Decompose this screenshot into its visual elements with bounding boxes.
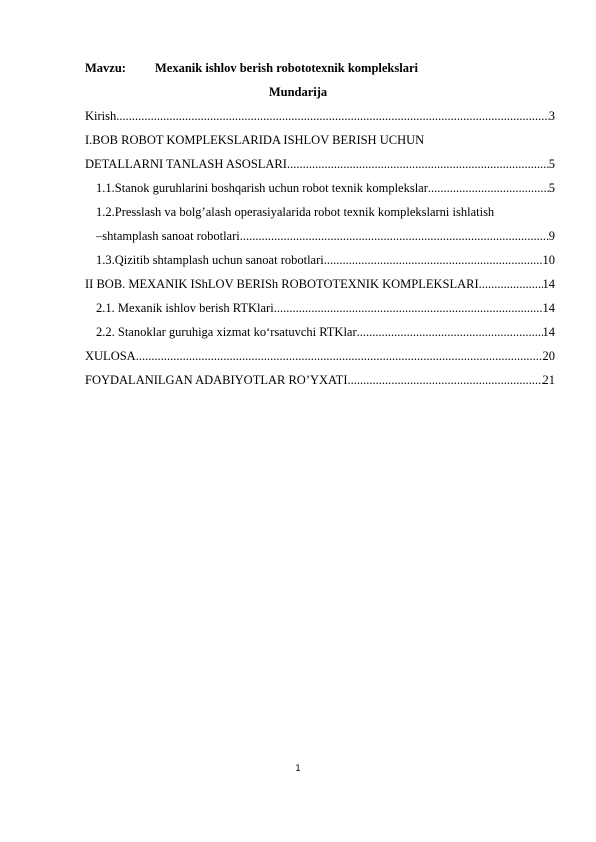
toc-entry: [85, 133, 555, 157]
toc-leader-dots: [240, 229, 549, 244]
toc-leader-dots: [479, 277, 543, 292]
toc-entry: [85, 373, 555, 397]
toc-entry-title: Kirish: [85, 109, 117, 123]
toc-leader-dots: [357, 325, 543, 340]
toc-leader-dots: [324, 253, 543, 268]
toc-entry-page: 20: [542, 349, 555, 363]
toc-leader-dots: [347, 373, 542, 388]
toc-leader-dots: [274, 301, 543, 316]
toc-entry: [85, 277, 555, 301]
toc-entry-title: XULOSA: [85, 349, 136, 363]
toc-entry-title: 1.3.Qizitib shtamplash uchun sanoat robotlari: [96, 253, 324, 267]
toc-entry: [85, 181, 555, 205]
page-number: 1: [295, 764, 301, 774]
toc-entry-title: DETALLARNI TANLASH ASOSLARI: [85, 157, 287, 171]
topic-label: Mavzu:: [85, 61, 126, 75]
toc-entry: [85, 349, 555, 373]
toc-entry-title: 1.1.Stanok guruhlarini boshqarish uchun robot texnik komplekslar: [96, 181, 428, 195]
toc-entry-page: 3: [548, 109, 555, 123]
toc-entry-page: 9: [548, 229, 555, 243]
toc-entry: [85, 109, 555, 133]
table-of-contents: [85, 109, 555, 397]
toc-entry-page: 5: [548, 181, 555, 195]
toc-entry: [85, 253, 555, 277]
toc-leader-dots: [428, 181, 549, 196]
toc-entry: [85, 157, 555, 181]
toc-entry: [85, 229, 555, 253]
toc-leader-dots: [287, 157, 549, 172]
topic-title: Mexanik ishlov berish robototexnik komplekslari: [155, 61, 418, 75]
toc-entry-title: 2.2. Stanoklar guruhiga xizmat ko‘rsatuvchi RTKlar: [96, 325, 357, 339]
toc-entry: [85, 301, 555, 325]
toc-entry-page: 14: [542, 301, 555, 315]
toc-entry: [85, 205, 555, 229]
toc-leader-dots: [116, 109, 549, 124]
toc-entry-page: 14: [542, 277, 555, 291]
toc-entry-page: 5: [548, 157, 555, 171]
toc-entry-title: I.BOB ROBOT KOMPLEKSLARIDA ISHLOV BERISH UCHUN: [85, 133, 425, 147]
toc-entry-title: 1.2.Presslash va bolg’alash operasiyalarida robot texnik komplekslarni ishlatish: [96, 205, 495, 219]
toc-entry-page: 10: [542, 253, 555, 267]
toc-heading: Mundarija: [268, 85, 328, 99]
toc-entry-page: 14: [542, 325, 555, 339]
toc-entry-title: II BOB. MEXANIK IShLOV BERISh ROBOTOTEXNIK KOMPLEKSLARI: [85, 277, 479, 291]
toc-entry-title: 2.1. Mexanik ishlov berish RTKlari: [96, 301, 274, 315]
toc-entry: [85, 325, 555, 349]
toc-entry-title: FOYDALANILGAN ADABIYOTLAR RO’YXATI: [85, 373, 348, 387]
toc-entry-title: –shtamplash sanoat robotlari: [96, 229, 240, 243]
topic-line: [85, 61, 418, 76]
toc-leader-dots: [136, 349, 543, 364]
toc-entry-page: 21: [542, 373, 555, 387]
